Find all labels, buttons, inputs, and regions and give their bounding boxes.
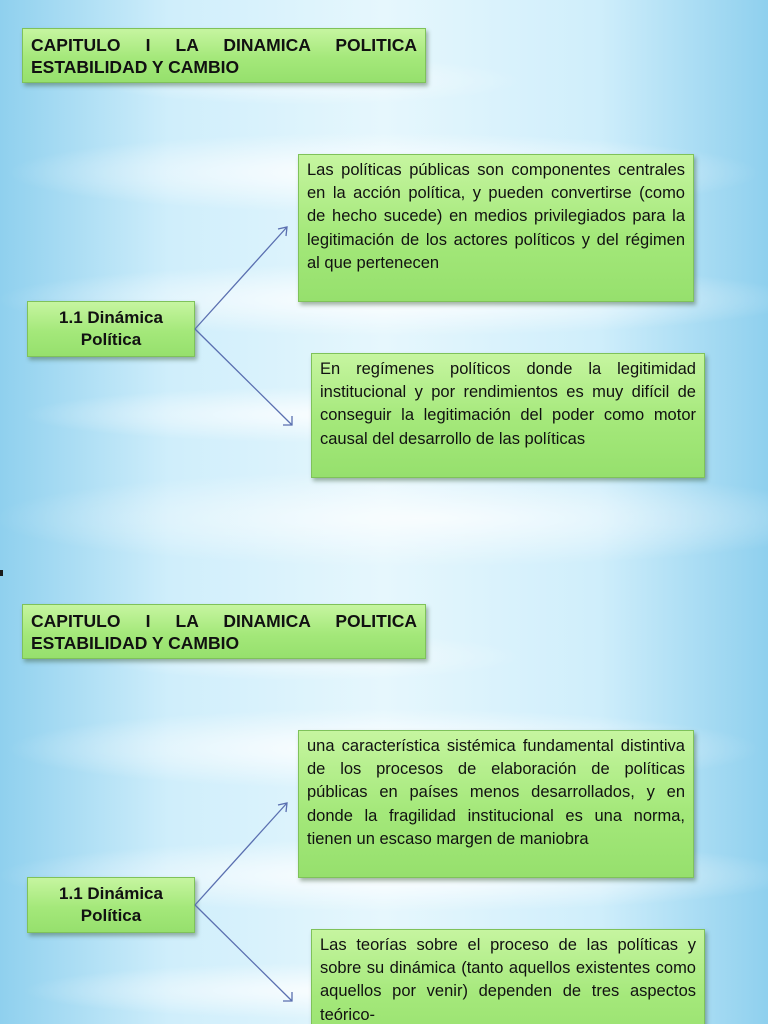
chapter-title-line-2: ESTABILIDAD Y CAMBIO (31, 57, 240, 77)
chapter-title-line-2: ESTABILIDAD Y CAMBIO (31, 633, 240, 653)
upper-text-box (298, 730, 694, 878)
topic-box (27, 877, 195, 933)
lower-text-box (311, 353, 705, 478)
lower-text: Las teorías sobre el proceso de las políticas y sobre su dinámica (tanto aquellos existentes como aquellos por venir) dependen de tres aspectos teórico- (320, 936, 696, 1024)
upper-text: una característica sistémica fundamental distintiva de los procesos de elaboración de políticas públicas en países menos desarrollados, y en donde la fragilidad institucional es una norma, tienen un escaso margen de maniobra (307, 737, 685, 848)
chapter-title-line-1: CAPITULO I LA DINAMICA POLITICA (31, 611, 417, 631)
topic-label-line-2: Política (80, 330, 142, 349)
arrow-to-upper-box (195, 227, 287, 329)
arrow-to-lower-box (195, 905, 292, 1001)
topic-label-line-2: Política (80, 906, 142, 925)
arrow-to-upper-box (195, 803, 287, 905)
upper-text-box (298, 154, 694, 302)
topic-box (27, 301, 195, 357)
slide-2 (0, 576, 768, 1024)
topic-label-line-1: 1.1 Dinámica (59, 884, 163, 903)
lower-text-box (311, 929, 705, 1024)
upper-text: Las políticas públicas son componentes centrales en la acción política, y pueden convertirse (como de hecho sucede) en medios privilegiados para la legitimación de los actores políticos y del régimen al que pertenecen (307, 161, 685, 272)
chapter-title-line-1: CAPITULO I LA DINAMICA POLITICA (31, 35, 417, 55)
lower-text: En regímenes políticos donde la legitimidad institucional y por rendimientos es muy difícil de conseguir la legitimación del poder como motor causal del desarrollo de las políticas (320, 360, 696, 448)
chapter-title-box (22, 604, 426, 659)
topic-label-line-1: 1.1 Dinámica (59, 308, 163, 327)
chapter-title-box (22, 28, 426, 83)
arrow-to-lower-box (195, 329, 292, 425)
